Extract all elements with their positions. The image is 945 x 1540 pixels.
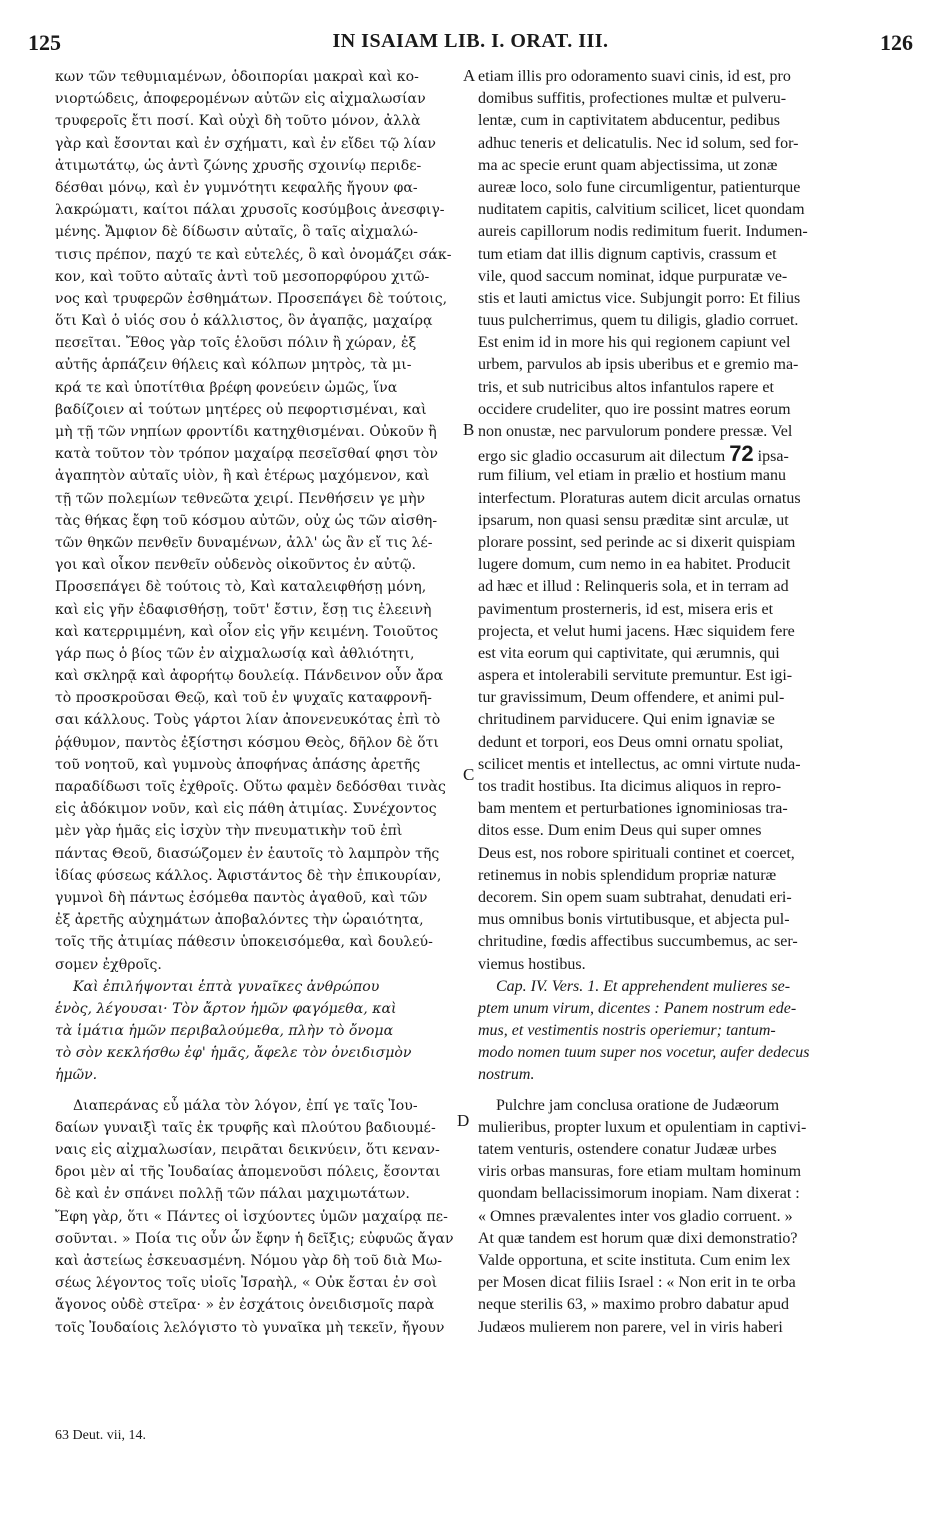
latin-text-line: dedunt et torpori, eos Deus omni ornatu spoliat, — [478, 733, 784, 751]
latin-text-line: nuditatem capitis, calvitium scilicet, licet quondam — [478, 201, 805, 219]
latin-text-line: stis et lauti amictus vice. Subjungit porro: Et filius — [478, 289, 801, 307]
greek-text-line: εἰς ἀδόκιμον νοῦν, καὶ εἰς πάθη ἀτιμίας. Συνέχοντος — [55, 801, 437, 818]
greek-text-line: πεσεῖται. Ἔθος γὰρ τοῖς ἑλοῦσι πόλιν ἢ χώραν, ἐξ — [55, 335, 417, 352]
running-title: IN ISAIAM LIB. I. ORAT. III. — [332, 30, 609, 52]
latin-text-line: mulieribus, propter luxum et opulentiam in captivi- — [478, 1118, 807, 1136]
latin-text-line: « Omnes prævalentes inter vos gladio corruent. » — [478, 1207, 793, 1225]
page-number-right: 126 — [880, 30, 913, 55]
greek-text-line: ἄγονος οὐδὲ στεῖρα· » ἐν ἐσχάτοις ὀνειδισμοῖς παρὰ — [55, 1297, 435, 1314]
greek-text-line: παραδίδωσι τοῖς ἐχθροῖς. Οὕτω φαμὲν δεδόσθαι τινὰς — [55, 779, 446, 795]
greek-text-line: σαι κάλλους. Τοὺς γάρτοι λίαν ἀπονενευκότας ἐπὶ τὸ — [55, 712, 441, 729]
latin-text-line: Deus est, nos robore spirituali continet et coercet, — [478, 844, 795, 862]
greek-text-line: γὰρ καὶ ἔσονται καὶ ἐν σχήματι, καὶ ἐν εἴδει τῷ λίαν — [55, 135, 436, 152]
greek-text-line: ἀγαπητὸν αὐταῖς υἱὸν, ἢ καὶ ἑτέρως μαχόμενον, καὶ — [55, 468, 430, 485]
greek-text-line: νος καὶ τρυφερῶν ἐσθημάτων. Προσεπάγει δὲ τούτοις, — [55, 290, 448, 307]
latin-verse-line: Cap. IV. Vers. 1. Et apprehendent mulieres se- — [496, 977, 791, 995]
greek-text-line: νιορτώδεις, ἀποφερομένων αὐτῶν εἰς αἰχμαλωσίαν — [55, 91, 426, 108]
latin-text-line: per Mosen dicat filiis Israel : « Non erit in te orba — [478, 1274, 796, 1292]
latin-text-line: bam mentem et perturbationes ignominiosas tra- — [478, 800, 788, 818]
latin-verse-line: nostrum. — [478, 1066, 535, 1084]
latin-text-line: retinemus in nobis splendidum propriæ naturæ — [478, 866, 777, 884]
greek-text-line: ναις εἰς αἰχμαλωσίαν, πειρᾶται δεικνύειν, ὅτι κεναν- — [55, 1142, 440, 1158]
latin-text-line: projecta, et velut humi jacens. Hæc siquidem fere — [478, 622, 795, 640]
greek-text-line: τῇ τῶν πολεμίων τεθνεῶτα χειρί. Πενθήσειν γε μὴν — [55, 490, 426, 507]
page-header — [28, 30, 913, 60]
latin-text-line: Judæos mulierem non parere, vel in viris haberi — [478, 1318, 783, 1336]
latin-text-fragment: ipsa- — [757, 448, 789, 466]
latin-text-line: ipsarum, non quasi sensu præditæ sint arculæ, ut — [478, 511, 789, 529]
latin-text-line — [478, 443, 893, 465]
latin-text-line: chritudinem parviducere. Qui enim ignaviæ se — [478, 711, 775, 729]
greek-text-line: βαδίζοιεν αἱ τούτων μητέρες οὐ πεφορτισμέναι, καὶ — [55, 401, 427, 418]
margin-marker-d: D — [457, 1111, 470, 1130]
greek-text-line: τοῖς τῆς ἀτιμίας πάθεσιν ὑποκεισόμεθα, καὶ δουλεύ- — [55, 934, 433, 951]
greek-text-line: δροι μὲν αἱ τῆς Ἰουδαίας ἀπομενοῦσι πόλεις, ἔσονται — [55, 1164, 441, 1181]
greek-text-line: τοῦ νοητοῦ, καὶ γυμνοὺς ἀποφήνας ἁπάσης ἀρετῆς — [55, 756, 421, 773]
latin-text-line: tos tradit hostibus. Ita dicimus aliquos in repro- — [478, 778, 782, 795]
latin-verse-line: ptem unum virum, dicentes : Panem nostrum ede- — [478, 999, 797, 1017]
greek-text-line: σέως λέγοντος τοῖς υἱοῖς Ἰσραὴλ, « Οὐκ ἔσται ἐν σοὶ — [55, 1275, 438, 1292]
greek-text-line: γάρ πως ὁ βίος τῶν ἐν αἰχμαλωσίᾳ καὶ ἀθλιότητι, — [55, 645, 415, 662]
latin-text-line: occidere crudeliter, quo ire possint matres eorum — [478, 400, 791, 418]
latin-text-line: lentæ, cum in captivitatem abducentur, pedibus — [478, 112, 780, 130]
greek-text-line: τισις πρέπον, παχύ τε καὶ εὐτελές, ὃ καὶ ὀνομάζει σάκ- — [55, 246, 452, 263]
latin-text-line: tum etiam dat illis dignum captivis, crassum et — [478, 245, 777, 263]
latin-text-line: tuus pulcherrimus, quem tu diligis, gladio corruet. — [478, 312, 799, 330]
greek-text-line: καὶ ἀστείως ἐσκευασμένη. Νόμου γὰρ δὴ τοῦ διὰ Μω- — [55, 1252, 443, 1269]
latin-text-line: viemus hostibus. — [478, 955, 586, 973]
latin-text-line: pavimentum prosterneris, id est, misera eris et — [478, 600, 774, 618]
greek-text-line: δαίων γυναιξὶ ταῖς ἐκ τρυφῆς καὶ πλούτου βαδιουμέ- — [55, 1119, 436, 1136]
latin-text-line: aureæ loco, solo fune circumligentur, patienturque — [478, 178, 801, 196]
latin-text-line: Est enim id in more his qui regionem capiunt vel — [478, 334, 791, 352]
paragraph-gap — [478, 1087, 893, 1095]
latin-text-fragment: ergo sic gladio occasurum ait dilectum — [478, 448, 726, 466]
greek-text-line: μὴ τῇ τῶν νηπίων φροντίδι κατηχθισμέναι. Οὐκοῦν ἢ — [55, 424, 437, 440]
latin-text-line: aspera et intolerabili servitute premuntur. Est igi- — [478, 667, 793, 685]
latin-text-line: quondam bellacissimorum inopiam. Nam dixerat : — [478, 1185, 800, 1203]
paragraph-gap — [55, 1087, 460, 1095]
greek-text-line: κρά τε καὶ ὑποτίτθια βρέφη φονεύειν ὠμῶς, ἵνα — [55, 379, 398, 396]
greek-text-line: Διαπεράνας εὖ μάλα τὸν λόγον, ἐπί γε ταῖς Ἰου- — [73, 1097, 418, 1114]
latin-text-line: tatem venturis, ostendere conatur Judææ urbes — [478, 1141, 777, 1158]
greek-text-line: τρυφεροῖς ἔτι ποσί. Καὶ οὐχὶ δὴ τοῦτο μόνον, ἀλλὰ — [55, 113, 421, 130]
latin-text-line: tris, et sub nutricibus altos infantulos rapere et — [478, 378, 774, 396]
greek-text-line: σοῦνται. » Ποία τις οὖν ὧν ἔφην ἡ δεῖξις; εὐφυῶς ἄγαν — [55, 1230, 454, 1247]
greek-text-line: καὶ κατερριμμένη, καὶ οἷον εἰς γῆν κειμένη. Τοιοῦτος — [55, 623, 439, 640]
latin-text-line: urbem, parvulos ab ipsis uberibus et e gremio ma- — [478, 356, 799, 374]
column-number: 72 — [729, 441, 754, 467]
greek-text-line: τῶν θηκῶν πενθεῖν δυναμένων, ἀλλ' ὡς ἂν εἴ τις λέ- — [55, 534, 433, 551]
greek-text-line: μὲν γὰρ ἡμᾶς εἰς ἰσχὺν τὴν πνευματικὴν τοῦ ἐπὶ — [55, 823, 403, 840]
margin-marker-b: B — [463, 420, 475, 439]
greek-text-line: τοῖς Ἰουδαίοις λελόγιστο τὸ γυναῖκα μὴ τεκεῖν, ἤγουν — [55, 1319, 445, 1336]
latin-text-line: chritudine, fœdis affectibus succumbemus, ac ser- — [478, 933, 798, 951]
latin-text-line: tur gravissimum, Deum offendere, et animi pul- — [478, 689, 785, 707]
greek-text-line: Ἔφη γὰρ, ὅτι « Πάντες οἱ ἰσχύοντες ὑμῶν μαχαίρᾳ πε- — [55, 1208, 448, 1225]
latin-text-line: domibus suffitis, profectiones multæ et pulveru- — [478, 90, 787, 108]
greek-text-line: κον, καὶ τοῦτο αὐταῖς ἀντὶ τοῦ μεσοπορφύρου χιτῶ- — [55, 268, 430, 285]
latin-text-line: scilicet mentis et intellectus, ac omni virtute nuda- — [478, 755, 801, 773]
footnote: 63 Deut. vii, 14. — [55, 1428, 146, 1443]
greek-text-line: κων τῶν τεθυμιαμένων, ὁδοιπορίαι μακραὶ καὶ κο- — [55, 69, 419, 85]
greek-text-line: τὸ προσκροῦσαι Θεῷ, καὶ τοῦ ἐν ψυχαῖς καταφρονῆ- — [55, 690, 432, 707]
greek-text-line: λακρώματι, καίτοι πάλαι χρυσοῖς κοσύμβοις ἀνεσφιγ- — [55, 202, 445, 219]
greek-text-line: κατὰ τοῦτον τὸν τρόπον μαχαίρᾳ πεσεῖσθαί φησι τὸν — [55, 446, 438, 463]
latin-text-line: Valde opportuna, et scite instituta. Cum enim lex — [478, 1251, 791, 1269]
latin-text-line: ad hæc et illud : Relinqueris sola, et in terram ad — [478, 578, 789, 596]
greek-verse-line: τὸ σὸν κεκλήσθω ἐφ' ἡμᾶς, ἄφελε τὸν ὀνειδισμὸν — [55, 1045, 412, 1062]
latin-text-line: ma ac specie erunt quam abjectissima, ut zonæ — [478, 156, 778, 174]
greek-text-line: ῥᾴθυμον, παντὸς ἐξίστησι κόσμου Θεὸς, δῆλον δὲ ὅτι — [55, 734, 439, 751]
greek-text-line: πάντας Θεοῦ, διασώζομεν ἐν ἑαυτοῖς τὸ λαμπρὸν τῆς — [55, 845, 440, 862]
latin-text-line: non onustæ, nec parvulorum pondere pressæ. Vel — [478, 423, 793, 440]
greek-verse-line: ἡμῶν. — [55, 1067, 98, 1084]
latin-text-line: vile, quod saccum nominat, idque purpuratæ ve- — [478, 267, 788, 285]
margin-marker-a: A — [463, 66, 476, 85]
greek-text-line: αὐτῆς ἁρπάζειν θήλεις καὶ κόλπων μητρὸς, τὰ μι- — [55, 357, 412, 374]
greek-text-line: καὶ εἰς γῆν ἐδαφισθήσῃ, τοῦτ' ἔστιν, ἔσῃ τις ἐλεεινὴ — [55, 601, 432, 618]
latin-text-line: est vita eorum qui captivitate, qui ærumnis, qui — [478, 644, 780, 662]
greek-text-line: Προσεπάγει δὲ τούτοις τὸ, Καὶ καταλειφθήσῃ μόνη, — [55, 579, 427, 596]
greek-text-line: ἰδίας φύσεως κάλλος. Ἀφιστάντος δὲ τὴν ἐπικουρίαν, — [55, 867, 442, 884]
greek-text-line: ὅτι Καὶ ὁ υἱός σου ὁ κάλλιστος, ὃν ἀγαπᾷς, μαχαίρᾳ — [55, 313, 433, 330]
greek-text-line: καὶ σκληρᾷ καὶ ἀφορήτῳ δουλείᾳ. Πάνδεινον οὖν ἄρα — [55, 668, 444, 685]
greek-text-line: δὲ καὶ ἐν σπάνει πολλῇ τῶν πάλαι μαχιμωτάτων. — [55, 1186, 410, 1203]
latin-text-line: ditos esse. Dum enim Deus qui super omnes — [478, 822, 762, 840]
latin-text-line: plorare possint, sed perinde ac si dixerit quispiam — [478, 533, 796, 551]
latin-text-line: adhuc teneris et delicatulis. Nec id solum, sed for- — [478, 134, 799, 152]
latin-text-line: viris orbas mansuras, fore etiam multam hominum — [478, 1163, 802, 1181]
latin-text-line: neque sterilis 63, » maximo probro dabatur apud — [478, 1296, 790, 1314]
greek-text-line: τὰς θήκας ἔφη τοῦ κόσμου αὐτῶν, οὐχ ὡς τῶν αἰσθη- — [55, 512, 438, 529]
margin-marker-c: C — [463, 765, 475, 784]
latin-text-line: At quæ tandem est horum quæ dixi demonstratio? — [478, 1229, 798, 1247]
latin-verse-line: modo nomen tuum super nos vocetur, aufer dedecus — [478, 1044, 810, 1062]
greek-verse-line: τὰ ἱμάτια ἡμῶν περιβαλούμεθα, πλὴν τὸ ὄνομα — [55, 1023, 394, 1040]
greek-text-line: ἀτιμωτάτῳ, ὡς ἀντὶ ζώνης χρυσῆς σχοινίῳ περιδε- — [55, 157, 422, 174]
latin-text-line: rum filium, vel etiam in prælio et hostium manu — [478, 467, 786, 485]
latin-text-line: lugere domum, cum nemo in ea habitet. Producit — [478, 556, 791, 574]
greek-text-line: γοι καὶ οἶκον πενθεῖν οὐδενὸς οἰκοῦντος ἐν αὐτῷ. — [55, 557, 416, 574]
page-number-left: 125 — [28, 30, 61, 55]
latin-text-line: mus omnibus bonis virtutibusque, et abjecta pul- — [478, 911, 790, 929]
latin-column — [478, 66, 893, 1339]
greek-column — [55, 66, 460, 1339]
greek-text-line: σομεν ἐχθροῖς. — [55, 956, 162, 973]
latin-verse-line: mus, et vestimentis nostris operiemur; tantum- — [478, 1022, 776, 1040]
latin-text-line: Pulchre jam conclusa oratione de Judæorum — [496, 1096, 780, 1114]
greek-verse-line: Καὶ ἐπιλήψονται ἑπτὰ γυναῖκες ἀνθρώπου — [73, 978, 380, 995]
greek-text-line: ἐξ ἀρετῆς αὐχημάτων ἀποβαλόντες τὴν ὡραιότητα, — [55, 912, 424, 929]
latin-text-line: aureis capillorum nodis redimitum fuerit. Indumen- — [478, 223, 808, 241]
greek-text-line: μένης. Ἄμφιον δὲ δίδωσιν αὐταῖς, ὃ ταῖς αἰχμαλώ- — [55, 224, 418, 241]
greek-text-line: δέσθαι μόνῳ, καὶ ἐν γυμνότητι κεφαλῆς ἤγουν φα- — [55, 179, 418, 196]
latin-text-line: decorem. Sin opem suam subtrahat, denudati eri- — [478, 888, 792, 906]
latin-text-line: interfectum. Ploraturas autem dicit arculas ornatus — [478, 489, 801, 507]
latin-text-line: etiam illis pro odoramento suavi cinis, id est, pro — [478, 68, 791, 85]
greek-verse-line: ἑνὸς, λέγουσαι· Τὸν ἄρτον ἡμῶν φαγόμεθα, καὶ — [55, 1000, 397, 1017]
greek-text-line: γυμνοὶ δὴ πάντως ἐσόμεθα παντὸς ἀγαθοῦ, καὶ τῶν — [55, 889, 428, 906]
